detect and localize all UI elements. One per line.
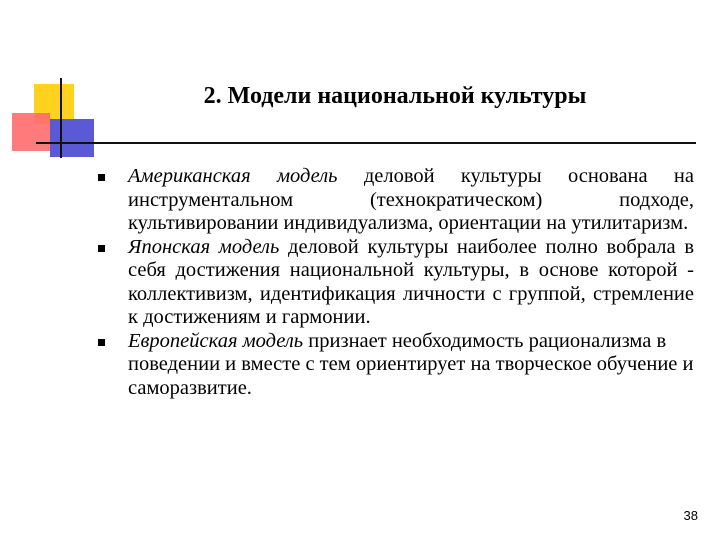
bullet-term: Американская модель [128,165,338,187]
bullet-text: признает необходимость рационализма в поведении и вместе с тем ориентирует на творческое обучение и саморазвитие. [128,329,694,399]
bullet-square-icon [98,174,105,181]
decor-red-square [12,113,50,151]
bullet-square-icon [98,339,105,346]
slide-title: 2. Модели национальной культуры [203,83,587,109]
page-number: 38 [683,508,698,523]
bullet-item-european-model [98,330,694,401]
bullet-term: Европейская модель [128,329,304,352]
bullet-item-japanese-model [98,236,694,330]
decor-vertical-line [60,78,62,158]
title-divider-line [36,142,696,144]
bullet-list [98,165,694,400]
decor-blue-square [50,119,94,157]
bullet-item-american-model [98,165,694,236]
bullet-text: деловой культуры наиболее полно вобрала в себя достижения национальной культуры, в основе которой - коллективизм, идентификация личности с группой, стремление к достижениям и гармонии. [128,235,694,328]
bullet-text: деловой культуры основана на инструментальном (технократическом) подходе, культивировании индивидуализма, ориентации на утилитаризм. [128,165,695,234]
bullet-square-icon [98,245,105,252]
bullet-term: Японская модель [128,235,280,258]
